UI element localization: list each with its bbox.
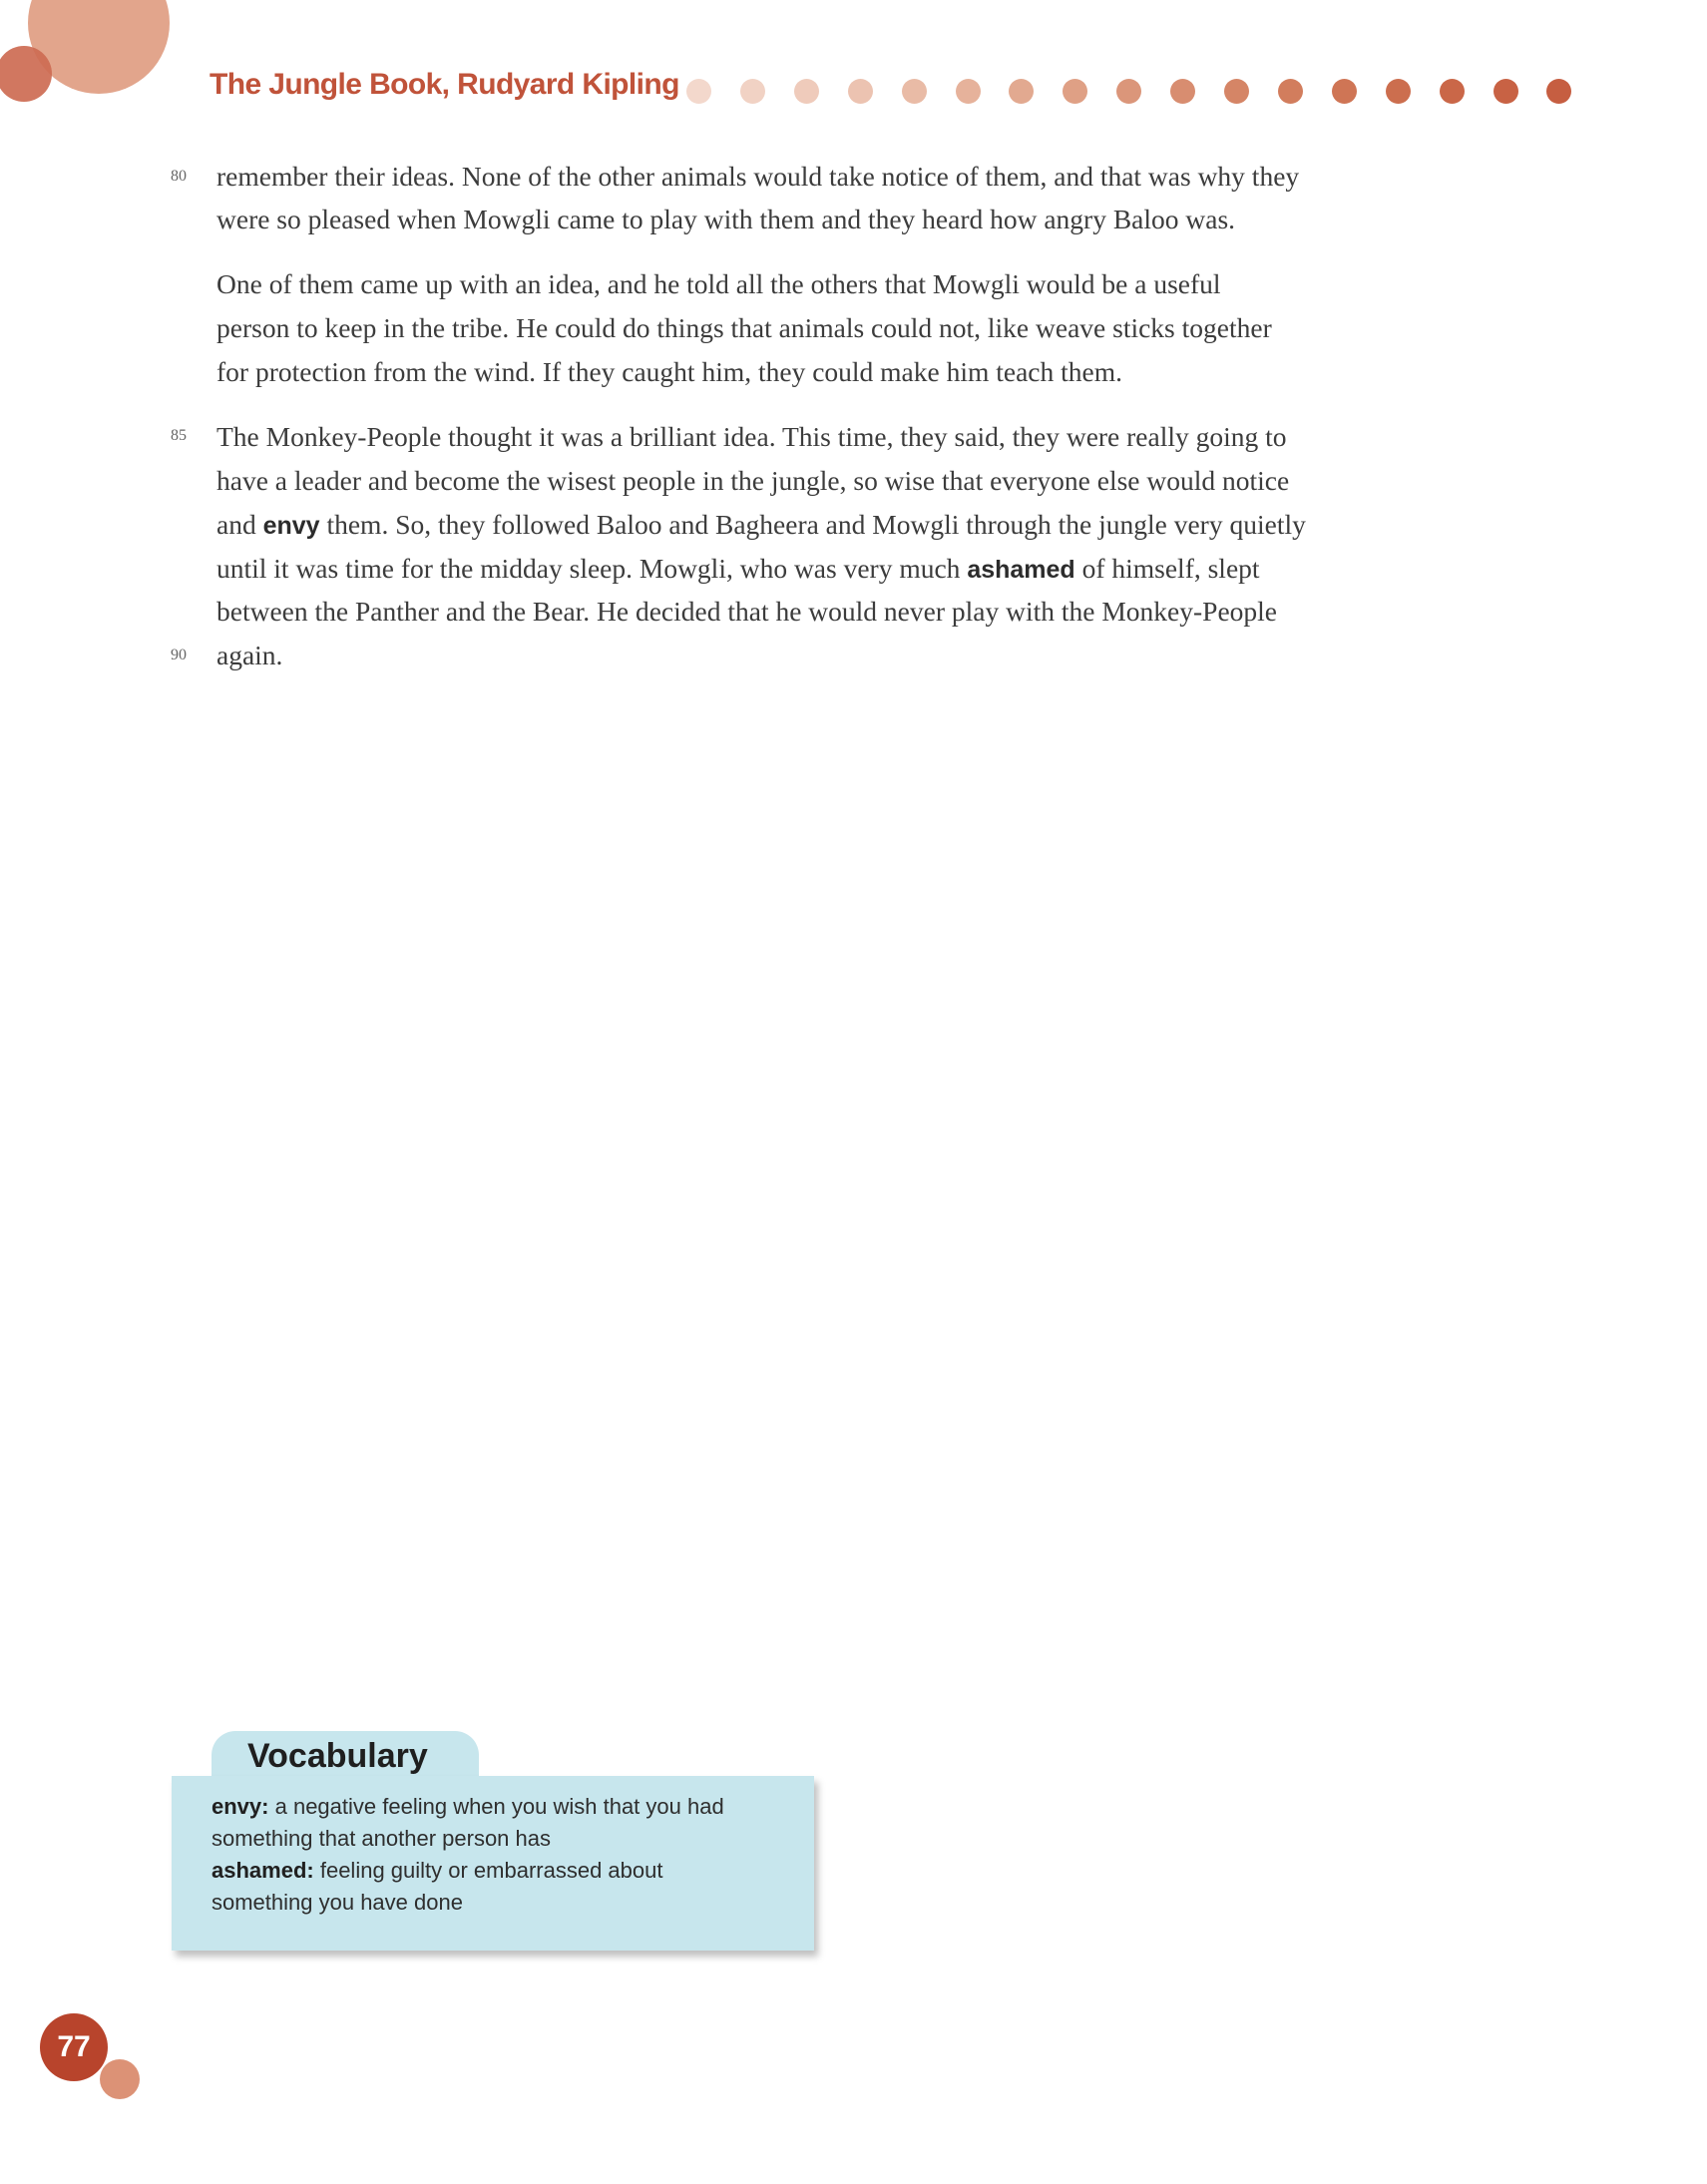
passage-line: were so pleased when Mowgli came to play with them and they heard how angry Baloo was. [216,204,1236,234]
passage-line: between the Panther and the Bear. He decided that he would never play with the Monkey-People [216,596,1277,627]
decorative-dot [686,79,711,104]
vocab-term-ashamed: ashamed [967,556,1075,584]
passage-line-prefix: and [216,509,256,540]
vocabulary-definition: feeling guilty or embarrassed about [319,1858,663,1883]
vocabulary-definition-continued: something you have done [212,1890,463,1915]
decorative-dot [848,79,873,104]
decorative-dot [1546,79,1571,104]
decorative-dot [1224,79,1249,104]
passage-line [216,509,1306,542]
decorative-dot-row [686,79,1574,105]
vocabulary-term: envy: [212,1794,269,1819]
passage-line: for protection from the wind. If they caught him, they could make him teach them. [216,356,1122,387]
decorative-dot [1440,79,1465,104]
running-header-title: The Jungle Book, Rudyard Kipling [210,68,679,101]
decorative-dot [794,79,819,104]
passage-line: remember their ideas. None of the other animals would take notice of them, and that was why they [216,161,1300,192]
passage-line [216,553,1260,586]
decorative-dot [740,79,765,104]
decorative-dot [902,79,927,104]
vocabulary-definition: a negative feeling when you wish that you had [274,1794,724,1819]
line-number: 80 [171,168,187,185]
vocabulary-definition-continued: something that another person has [212,1826,552,1851]
page-number-badge: 77 [40,2013,108,2081]
passage-line: again. [216,640,283,670]
vocabulary-entry-ashamed [212,1858,663,1884]
decorative-dot [1494,79,1518,104]
decorative-dot [1278,79,1303,104]
decorative-dot [1063,79,1087,104]
decorative-circle-small [0,46,52,102]
passage-line-text: until it was time for the midday sleep. Mowgli, who was very much [216,553,961,584]
decorative-dot [1116,79,1141,104]
decorative-dot [956,79,981,104]
vocab-term-envy: envy [262,512,320,540]
passage-line: have a leader and become the wisest people in the jungle, so wise that everyone else would notice [216,465,1290,496]
line-number: 85 [171,427,187,444]
vocabulary-term: ashamed: [212,1858,314,1883]
vocabulary-entry-envy [212,1794,724,1820]
passage-line: The Monkey-People thought it was a brilliant idea. This time, they said, they were really going to [216,421,1287,452]
passage-line: One of them came up with an idea, and he told all the others that Mowgli would be a useful [216,268,1221,299]
decorative-dot [1009,79,1034,104]
decorative-dot [1386,79,1411,104]
decorative-dot [1170,79,1195,104]
vocabulary-title: Vocabulary [247,1737,428,1775]
line-number: 90 [171,647,187,663]
decorative-dot [1332,79,1357,104]
decorative-page-dot [100,2059,140,2099]
passage-line: person to keep in the tribe. He could do things that animals could not, like weave sticks together [216,312,1272,343]
passage-line-text: of himself, slept [1081,553,1260,584]
passage-line-text: them. So, they followed Baloo and Bagheera and Mowgli through the jungle very quietly [326,509,1306,540]
